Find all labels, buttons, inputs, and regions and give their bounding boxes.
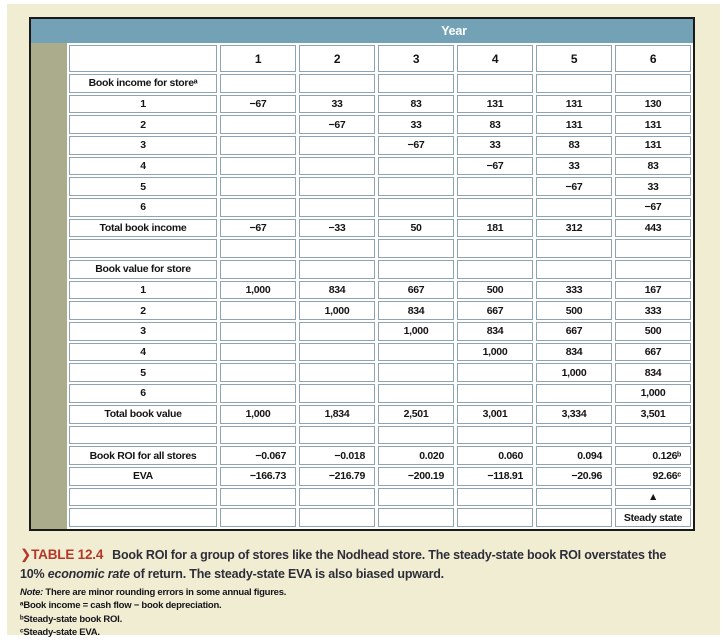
- table-cell: [457, 488, 533, 507]
- table-cell: [378, 343, 454, 362]
- table-cell: [378, 508, 454, 527]
- table-row: [69, 508, 691, 527]
- table-cell: [299, 384, 375, 403]
- row-label: 6: [69, 198, 217, 217]
- table-cell: −67: [457, 157, 533, 176]
- table-cell: [220, 239, 296, 258]
- table-cell: [299, 198, 375, 217]
- row-label: 3: [69, 136, 217, 155]
- table-cell: [220, 115, 296, 134]
- table-cell: 131: [536, 115, 612, 134]
- row-label: 1: [69, 281, 217, 300]
- caption-arrow-icon: ❯: [20, 547, 32, 562]
- row-label: 2: [69, 301, 217, 320]
- table-cell: [457, 426, 533, 445]
- table-cell: [299, 488, 375, 507]
- row-label: [69, 488, 217, 507]
- row-label: EVA: [69, 467, 217, 486]
- table-cell: 0.060: [457, 446, 533, 465]
- table-row: [69, 426, 691, 445]
- table-cell: 2,501: [378, 405, 454, 424]
- column-header-cell: 6: [615, 45, 691, 72]
- table-cell: 1,000: [299, 301, 375, 320]
- footnote-b: ᵇSteady-state book ROI.: [20, 613, 122, 625]
- table-cell: 50: [378, 219, 454, 238]
- table-cell: 33: [536, 157, 612, 176]
- footnote-c: ᶜSteady-state EVA.: [20, 627, 100, 639]
- table-cell: [299, 177, 375, 196]
- table-cell: −67: [220, 219, 296, 238]
- row-label: Book income for storeᵃ: [69, 74, 217, 93]
- table-cell: [299, 343, 375, 362]
- table-row: [69, 239, 691, 258]
- table-cell: [536, 239, 612, 258]
- table-cell: [299, 260, 375, 279]
- table-cell: [536, 384, 612, 403]
- caption-text-1: Book ROI for a group of stores like the Nodhead store. The steady-state book ROI overstates the 10%: [20, 548, 667, 582]
- row-label: Book value for store: [69, 260, 217, 279]
- table-cell: 83: [378, 95, 454, 114]
- row-label: 4: [69, 157, 217, 176]
- table-cell: 131: [615, 115, 691, 134]
- table-cell: 167: [615, 281, 691, 300]
- table-cell: −216.79: [299, 467, 375, 486]
- table-row: [69, 467, 691, 486]
- table-cell: 333: [615, 301, 691, 320]
- row-label: 5: [69, 363, 217, 382]
- year-header-bar: [31, 19, 693, 43]
- table-cell: [536, 74, 612, 93]
- column-header-cell: 2: [299, 45, 375, 72]
- table-cell: −166.73: [220, 467, 296, 486]
- row-label: Book ROI for all stores: [69, 446, 217, 465]
- table-cell: 312: [536, 219, 612, 238]
- table-cell: [378, 198, 454, 217]
- table-cell: 0.126ᵇ: [615, 446, 691, 465]
- table-cell: 500: [457, 281, 533, 300]
- table-cell: [536, 198, 612, 217]
- table-cell: [220, 157, 296, 176]
- row-label: Total book income: [69, 219, 217, 238]
- table-cell: 1,000: [220, 281, 296, 300]
- row-label: [69, 239, 217, 258]
- table-cell: ▲: [615, 488, 691, 507]
- table-cell: [536, 260, 612, 279]
- table-cell: 33: [615, 177, 691, 196]
- table-cell: [378, 157, 454, 176]
- table-cell: 0.094: [536, 446, 612, 465]
- table-caption: [20, 545, 692, 584]
- book-roi-table: [29, 17, 695, 531]
- table-cell: [457, 239, 533, 258]
- table-row: [69, 405, 691, 424]
- table-cell: [220, 198, 296, 217]
- table-cell: [378, 363, 454, 382]
- table-cell: 181: [457, 219, 533, 238]
- table-row: [69, 136, 691, 155]
- column-header-cell: 3: [378, 45, 454, 72]
- table-cell: 131: [615, 136, 691, 155]
- table-grid: [67, 43, 693, 529]
- note-text: There are minor rounding errors in some annual figures.: [43, 587, 287, 598]
- table-cell: [220, 301, 296, 320]
- table-cell: 33: [299, 95, 375, 114]
- table-cell: [299, 74, 375, 93]
- row-label: [69, 508, 217, 527]
- table-cell: −67: [378, 136, 454, 155]
- table-cell: [536, 488, 612, 507]
- footnote-a: ᵃBook income = cash flow − book depreciation.: [20, 600, 222, 612]
- row-label: [69, 45, 217, 72]
- table-cell: [220, 508, 296, 527]
- table-cell: [536, 426, 612, 445]
- table-cell: 3,001: [457, 405, 533, 424]
- table-notes: [20, 586, 710, 640]
- table-cell: 834: [536, 343, 612, 362]
- row-label: [69, 426, 217, 445]
- page-background: [7, 4, 720, 639]
- table-cell: Steady state: [615, 508, 691, 527]
- table-cell: 834: [457, 322, 533, 341]
- table-cell: 834: [299, 281, 375, 300]
- table-cell: 0.020: [378, 446, 454, 465]
- table-row: [69, 301, 691, 320]
- table-cell: [220, 363, 296, 382]
- table-cell: [220, 343, 296, 362]
- table-cell: [457, 363, 533, 382]
- row-label: 2: [69, 115, 217, 134]
- table-cell: −0.067: [220, 446, 296, 465]
- year-header-label: Year: [441, 24, 467, 38]
- table-cell: [378, 488, 454, 507]
- table-cell: −33: [299, 219, 375, 238]
- table-cell: [378, 384, 454, 403]
- table-cell: [220, 136, 296, 155]
- table-cell: [457, 198, 533, 217]
- table-cell: [220, 426, 296, 445]
- table-cell: [536, 508, 612, 527]
- table-cell: [457, 260, 533, 279]
- table-cell: 834: [615, 363, 691, 382]
- table-cell: 3,501: [615, 405, 691, 424]
- table-cell: 500: [615, 322, 691, 341]
- table-cell: [615, 426, 691, 445]
- row-label: 4: [69, 343, 217, 362]
- table-row: [69, 260, 691, 279]
- table-cell: [299, 363, 375, 382]
- table-cell: 1,000: [457, 343, 533, 362]
- row-label: 5: [69, 177, 217, 196]
- table-row: [69, 157, 691, 176]
- table-cell: [299, 239, 375, 258]
- table-cell: [299, 426, 375, 445]
- table-cell: [299, 322, 375, 341]
- row-label: Total book value: [69, 405, 217, 424]
- table-cell: [220, 74, 296, 93]
- table-row: [69, 322, 691, 341]
- table-cell: 834: [378, 301, 454, 320]
- table-cell: −118.91: [457, 467, 533, 486]
- table-cell: −67: [220, 95, 296, 114]
- caption-text-2: of return. The steady-state EVA is also biased upward.: [129, 567, 444, 582]
- caption-number-text: TABLE 12.4: [31, 547, 104, 562]
- table-row: [69, 95, 691, 114]
- table-cell: [615, 74, 691, 93]
- note-line: [20, 586, 710, 599]
- table-cell: 83: [536, 136, 612, 155]
- table-cell: 667: [536, 322, 612, 341]
- table-cell: 333: [536, 281, 612, 300]
- table-cell: −200.19: [378, 467, 454, 486]
- table-row: [69, 446, 691, 465]
- table-cell: −67: [615, 198, 691, 217]
- table-cell: [299, 136, 375, 155]
- table-row: [69, 177, 691, 196]
- row-label: 1: [69, 95, 217, 114]
- table-cell: 130: [615, 95, 691, 114]
- table-cell: [615, 239, 691, 258]
- table-cell: [457, 384, 533, 403]
- table-cell: [378, 177, 454, 196]
- table-row: [69, 115, 691, 134]
- table-cell: [457, 177, 533, 196]
- left-accent-strip: [31, 43, 67, 529]
- table-cell: 92.66ᶜ: [615, 467, 691, 486]
- table-cell: 1,000: [536, 363, 612, 382]
- table-cell: −67: [299, 115, 375, 134]
- table-cell: [378, 239, 454, 258]
- column-header-cell: 4: [457, 45, 533, 72]
- table-cell: −0.018: [299, 446, 375, 465]
- table-row: [69, 384, 691, 403]
- table-cell: 500: [536, 301, 612, 320]
- caption-text-italic: economic rate: [47, 567, 130, 582]
- table-row: [69, 363, 691, 382]
- table-cell: [299, 508, 375, 527]
- table-row: [69, 74, 691, 93]
- table-cell: 131: [536, 95, 612, 114]
- table-cell: 3,334: [536, 405, 612, 424]
- row-label: 6: [69, 384, 217, 403]
- table-cell: 667: [378, 281, 454, 300]
- table-cell: 1,000: [378, 322, 454, 341]
- table-cell: [457, 74, 533, 93]
- table-cell: 83: [615, 157, 691, 176]
- table-cell: [220, 384, 296, 403]
- table-cell: 131: [457, 95, 533, 114]
- table-row: [69, 488, 691, 507]
- table-cell: 33: [457, 136, 533, 155]
- table-cell: [220, 488, 296, 507]
- column-header-cell: 1: [220, 45, 296, 72]
- table-cell: 33: [378, 115, 454, 134]
- table-cell: 1,834: [299, 405, 375, 424]
- table-cell: [378, 426, 454, 445]
- row-label: 3: [69, 322, 217, 341]
- table-body: [31, 43, 693, 529]
- table-row: [69, 343, 691, 362]
- column-header-cell: 5: [536, 45, 612, 72]
- table-cell: 667: [615, 343, 691, 362]
- table-cell: 1,000: [615, 384, 691, 403]
- table-cell: 83: [457, 115, 533, 134]
- table-cell: [378, 74, 454, 93]
- table-cell: 667: [457, 301, 533, 320]
- table-row: [69, 219, 691, 238]
- table-cell: [299, 157, 375, 176]
- table-cell: [457, 508, 533, 527]
- note-label: Note:: [20, 587, 44, 598]
- table-cell: [378, 260, 454, 279]
- table-cell: −67: [536, 177, 612, 196]
- table-row: [69, 281, 691, 300]
- column-header-row: [69, 45, 691, 72]
- table-row: [69, 198, 691, 217]
- table-cell: [615, 260, 691, 279]
- table-cell: [220, 177, 296, 196]
- table-cell: [220, 322, 296, 341]
- table-cell: 1,000: [220, 405, 296, 424]
- table-cell: [220, 260, 296, 279]
- table-cell: −20.96: [536, 467, 612, 486]
- table-cell: 443: [615, 219, 691, 238]
- caption-table-number: [20, 547, 103, 562]
